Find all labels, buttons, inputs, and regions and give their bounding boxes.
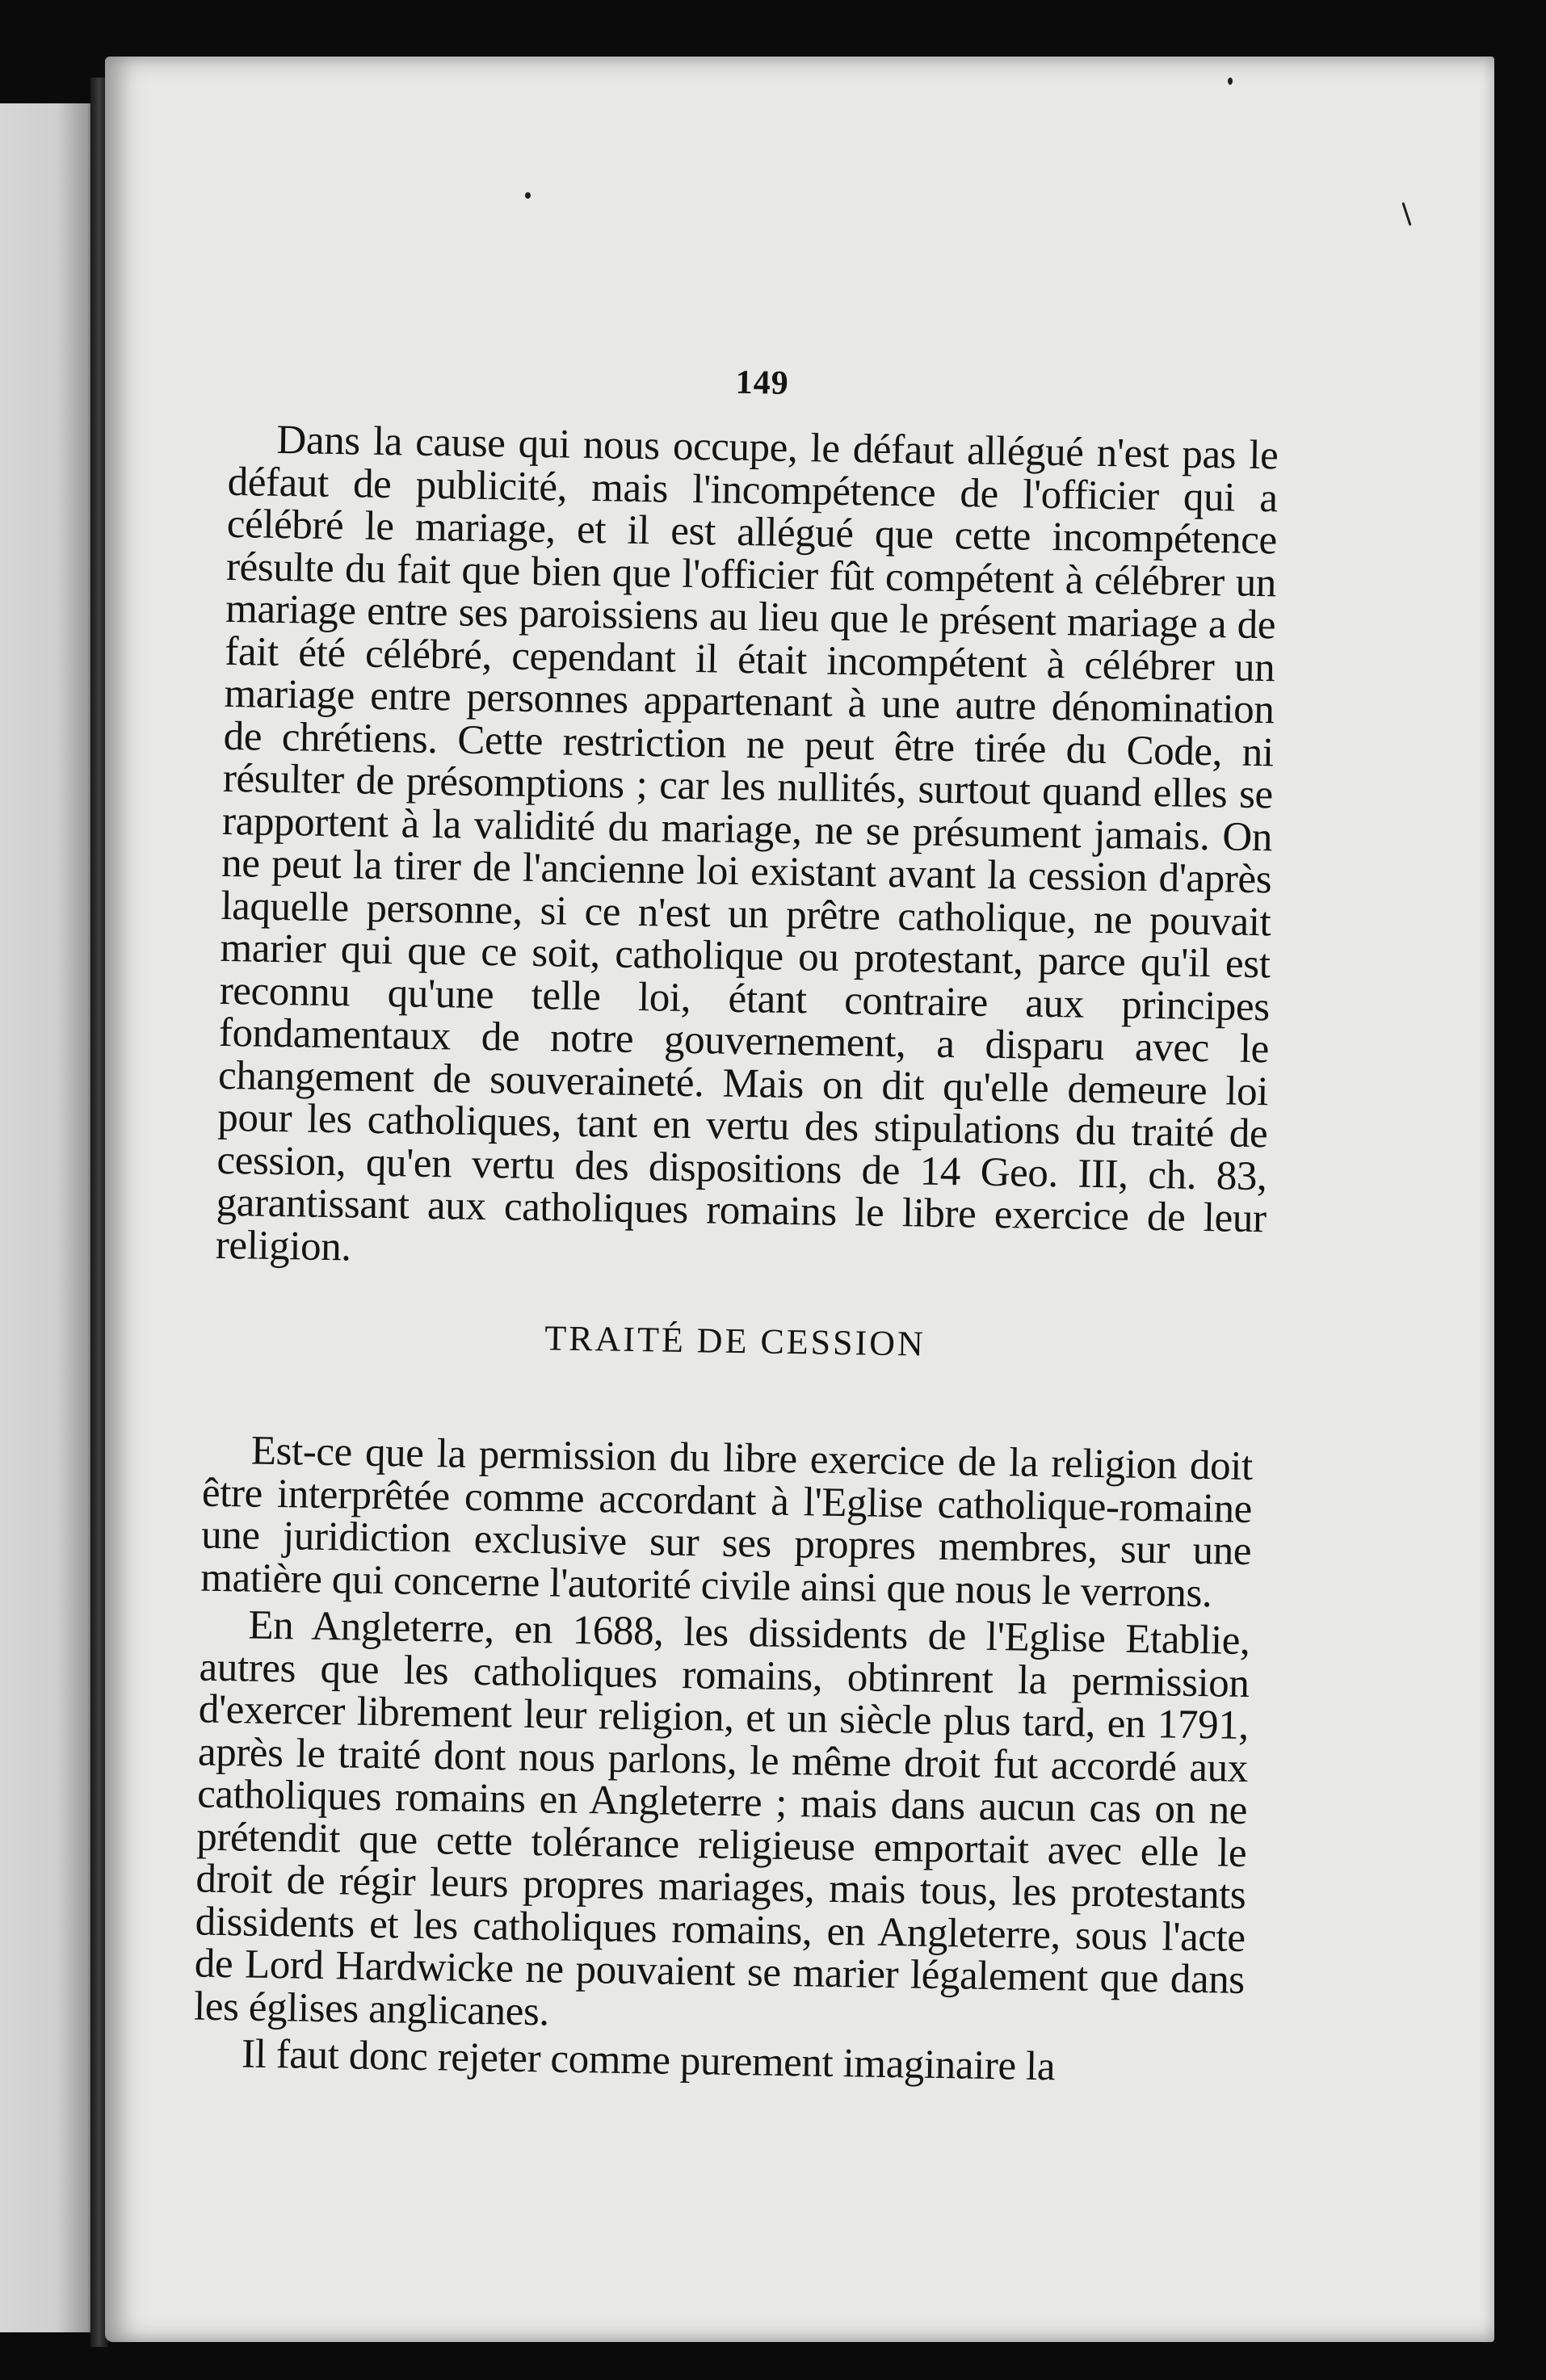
section-body xyxy=(193,1429,1253,2097)
body-paragraph: Est-ce que la permission du libre exercice de la religion doit être interprêtée comme accordant à l'Eglise catholique-romaine une juridiction exclusive sur ses propres membres, sur une matière qui concerne l'autorité civile ainsi que nous le verrons. xyxy=(200,1428,1254,1616)
paper-speck xyxy=(1228,78,1233,85)
page-text-block xyxy=(193,57,1341,2090)
body-paragraph: Il faut donc rejeter comme purement imaginaire la xyxy=(241,2031,1056,2090)
body-paragraph: En Angleterre, en 1688, les dissidents de l'Eglise Etablie, autres que les catholiques romains, obtinrent la permission d'exercer librement leur religion, et un siècle plus tard, en 1791, après le traité dont nous parlons, le même droit fut accordé aux catholiques romains en Angleterre ; mais dans aucun cas on ne prétendit que cette tolérance religieuse emportait avec elle le droit de régir leurs propres mariages, mais tous, les protestants dissidents et les catholiques romains, en Angleterre, sous l'acte de Lord Hardwicke ne pouvaient se marier légalement que dans les églises anglicanes. xyxy=(193,1602,1250,2034)
book-page xyxy=(105,57,1494,2342)
body-paragraph: Dans la cause qui nous occupe, le défaut allégué n'est pas le défaut de publicité, mais l'incompétence de l'officier qui a célébré le mariage, et il est allégué que cette incompétence résulte du fait que bien que l'officier fût compétent à célébrer un mariage entre ses paroissiens au lieu que le présent mariage a de fait été célébré, cependant il était incompétent à célébrer un mariage entre personnes appartenant à une autre dénomination de chrétiens. Cette restriction ne peut être tirée du Code, ni résulter de présomptions ; car les nullités, surtout quand elles se rapportent à la validité du mariage, ne se présument jamais. On ne peut la tirer de l'ancienne loi existant avant la cession d'après laquelle personne, si ce n'est un prêtre catholique, ne pouvait marier qui que ce soit, catholique ou protestant, parce qu'il est reconnu qu'une telle loi, étant contraire aux principes fondamentaux de notre gouvernement, a disparu avec le changement de souveraineté. Mais on dit qu'elle demeure loi pour les catholiques, tant en vertu des stipulations du traité de cession, qu'en vertu des dispositions de 14 Geo. III, ch. 83, garantissant aux catholiques romains le libre exercice de leur religion. xyxy=(215,417,1279,1270)
page-number: 149 xyxy=(735,363,790,402)
paper-speck xyxy=(1401,202,1411,225)
facing-page-edge xyxy=(0,103,95,2332)
paper-speck xyxy=(525,192,531,199)
section-heading: TRAITÉ DE CESSION xyxy=(544,1318,926,1364)
